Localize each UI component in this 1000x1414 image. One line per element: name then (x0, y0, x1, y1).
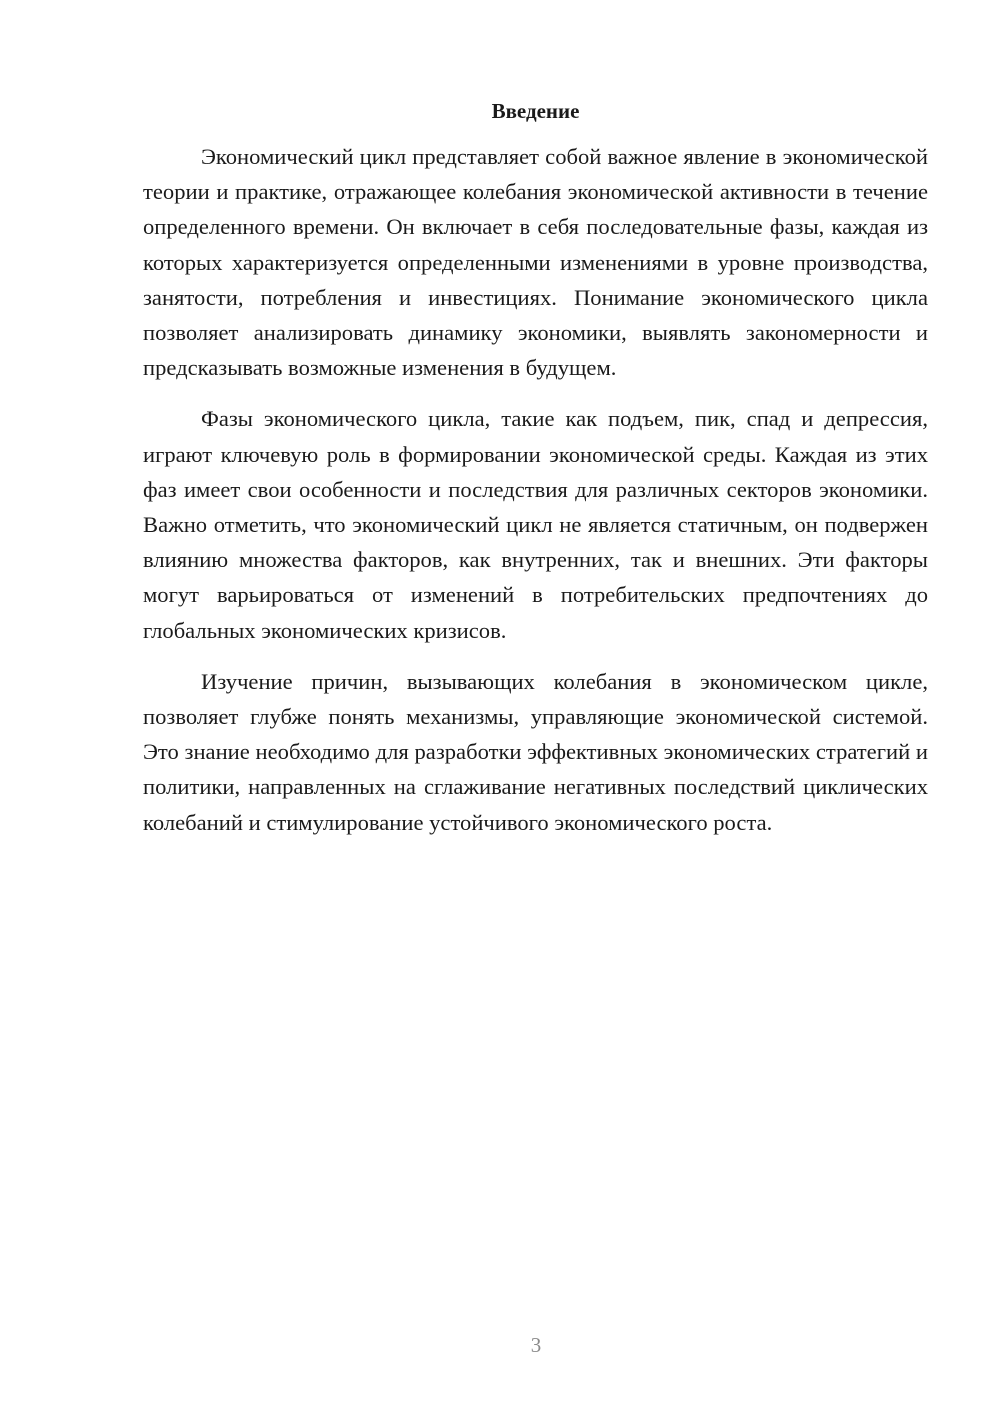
section-title: Введение (491, 99, 580, 123)
paragraph-2: Фазы экономического цикла, такие как подъем, пик, спад и депрессия, играют ключевую роль в формировании экономической среды. Каждая из этих фаз имеет свои особенности и последствия для различных секторов экономики. Важно отметить, что экономический цикл не является статичным, он подвержен влиянию множества факторов, как внутренних, так и внешних. Эти факторы могут варьироваться от изменений в потребительских предпочтениях до глобальных экономических кризисов. (143, 406, 928, 643)
page-number: 3 (530, 1333, 542, 1357)
paragraph-1: Экономический цикл представляет собой важное явление в экономической теории и практике, отражающее колебания экономической активности в течение определенного времени. Он включает в себя последовательные фазы, каждая из которых характеризуется определенными изменениями в уровне производства, занятости, потребления и инвестициях. Понимание экономического цикла позволяет анализировать динамику экономики, выявлять закономерности и предсказывать возможные изменения в будущем. (143, 144, 928, 381)
page-content (143, 94, 928, 856)
paragraph-3: Изучение причин, вызывающих колебания в экономическом цикле, позволяет глубже понять механизмы, управляющие экономической системой. Это знание необходимо для разработки эффективных экономических стратегий и политики, направленных на сглаживание негативных последствий циклических колебаний и стимулирование устойчивого экономического роста. (143, 668, 928, 835)
